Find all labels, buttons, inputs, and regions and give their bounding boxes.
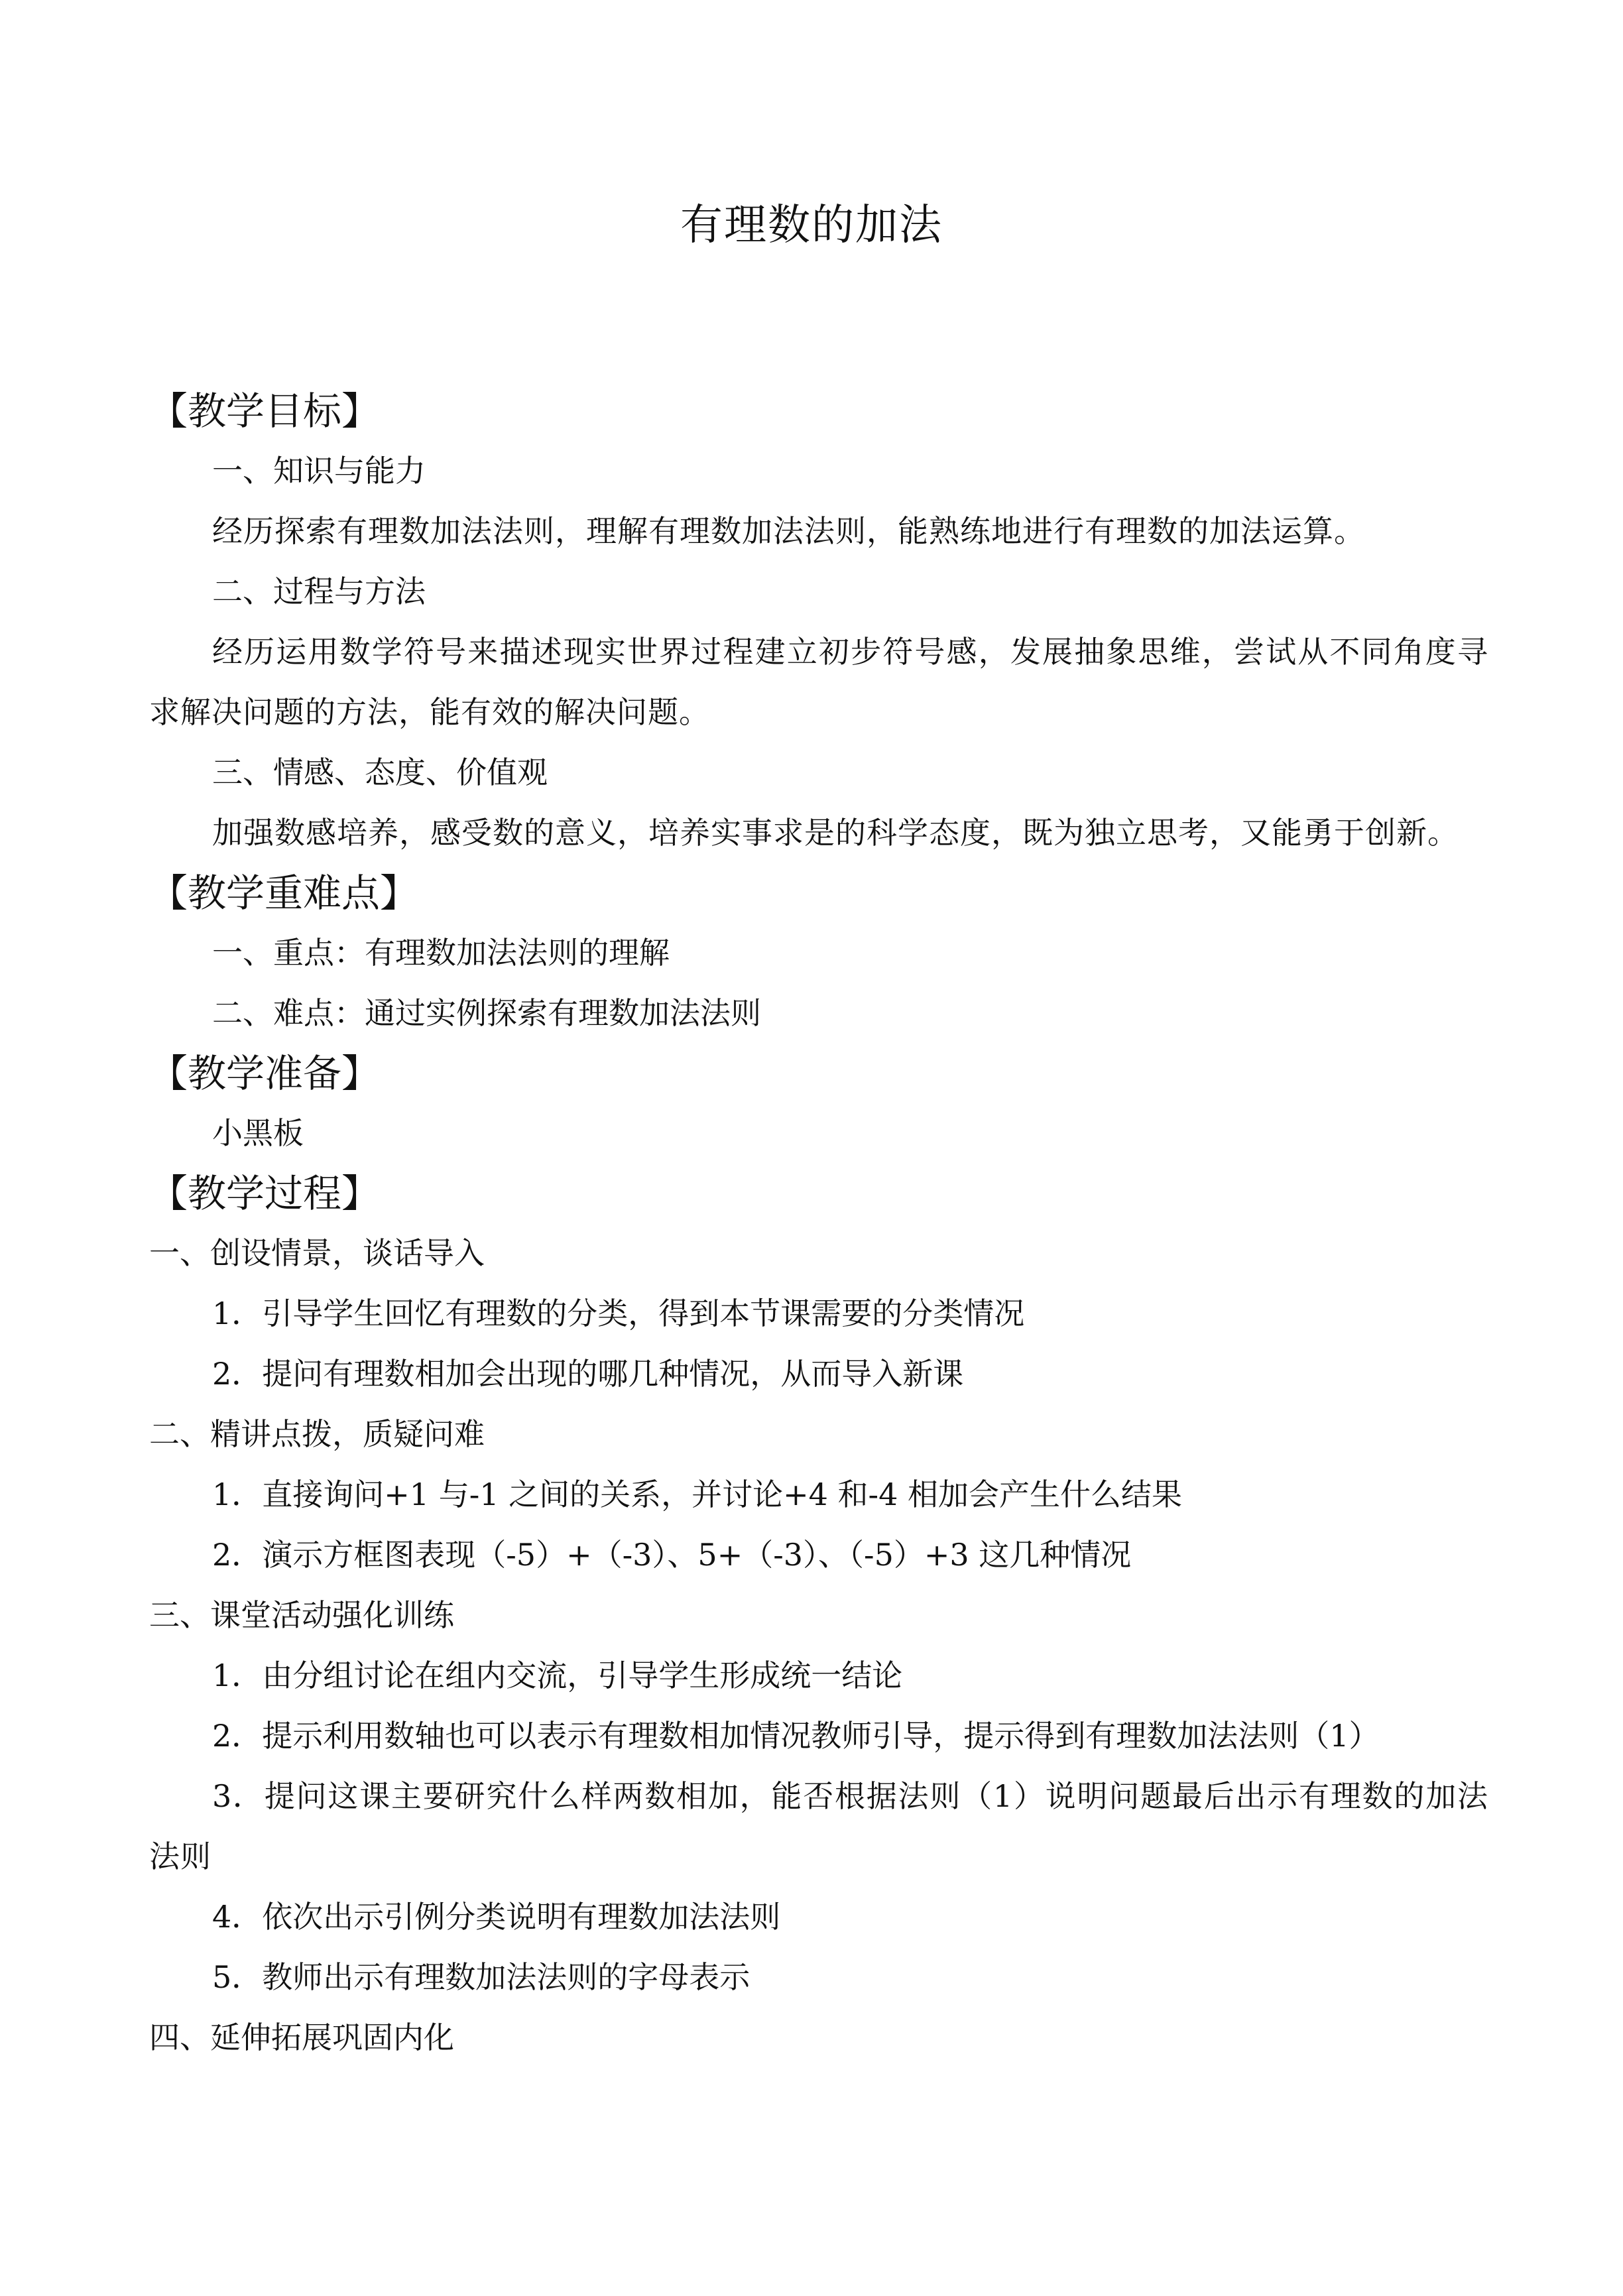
goals-emotion-title: 三、情感、态度、价值观 xyxy=(212,755,548,790)
process-step2-title: 二、精讲点拨，质疑问难 xyxy=(149,1416,485,1452)
process-step3-item: 1．由分组讨论在组内交流，引导学生形成统一结论 xyxy=(212,1658,903,1693)
section-heading-preparation: 【教学准备】 xyxy=(149,1051,381,1096)
process-step4-title: 四、延伸拓展巩固内化 xyxy=(149,2020,454,2055)
section-heading-process: 【教学过程】 xyxy=(149,1171,381,1216)
process-step1-item: 1．引导学生回忆有理数的分类，得到本节课需要的分类情况 xyxy=(212,1296,1025,1331)
goals-process-text: 经历运用数学符号来描述现实世界过程建立初步符号感，发展抽象思维，尝试从不同角度寻求解决问题的方法，能有效的解决问题。 xyxy=(149,634,1488,730)
difficult-point-item: 二、难点：通过实例探索有理数加法法则 xyxy=(212,995,761,1031)
goals-knowledge-title: 一、知识与能力 xyxy=(212,453,426,489)
goals-knowledge-text: 经历探索有理数加法法则，理解有理数加法法则，能熟练地进行有理数的加法运算。 xyxy=(212,513,1365,549)
process-step1-title: 一、创设情景，谈话导入 xyxy=(149,1235,485,1271)
process-step3-item: 5．教师出示有理数加法法则的字母表示 xyxy=(212,1959,751,1995)
preparation-item: 小黑板 xyxy=(212,1115,304,1151)
process-step2-item: 2．演示方框图表现（-5）+（-3）、5+（-3）、（-5）+3 这几种情况 xyxy=(212,1537,1132,1573)
section-heading-goals: 【教学目标】 xyxy=(149,389,381,434)
process-step1-item: 2．提问有理数相加会出现的哪几种情况，从而导入新课 xyxy=(212,1356,964,1392)
process-step3-title: 三、课堂活动强化训练 xyxy=(149,1597,454,1633)
process-step2-item: 1．直接询问+1 与-1 之间的关系，并讨论+4 和-4 相加会产生什么结果 xyxy=(212,1477,1182,1512)
document-body xyxy=(149,381,1488,2068)
document-title: 有理数的加法 xyxy=(680,201,943,250)
process-step3-item: 4．依次出示引例分类说明有理数加法法则 xyxy=(212,1899,781,1935)
goals-emotion-text: 加强数感培养，感受数的意义，培养实事求是的科学态度，既为独立思考，又能勇于创新。 xyxy=(212,815,1459,851)
process-step3-item: 3．提问这课主要研究什么样两数相加，能否根据法则（1）说明问题最后出示有理数的加法法则 xyxy=(149,1778,1488,1874)
goals-process-title: 二、过程与方法 xyxy=(212,574,426,609)
section-heading-key-points: 【教学重难点】 xyxy=(149,871,419,916)
key-point-item: 一、重点：有理数加法法则的理解 xyxy=(212,935,670,971)
process-step3-item: 2．提示利用数轴也可以表示有理数相加情况教师引导，提示得到有理数加法法则（1） xyxy=(212,1718,1380,1754)
